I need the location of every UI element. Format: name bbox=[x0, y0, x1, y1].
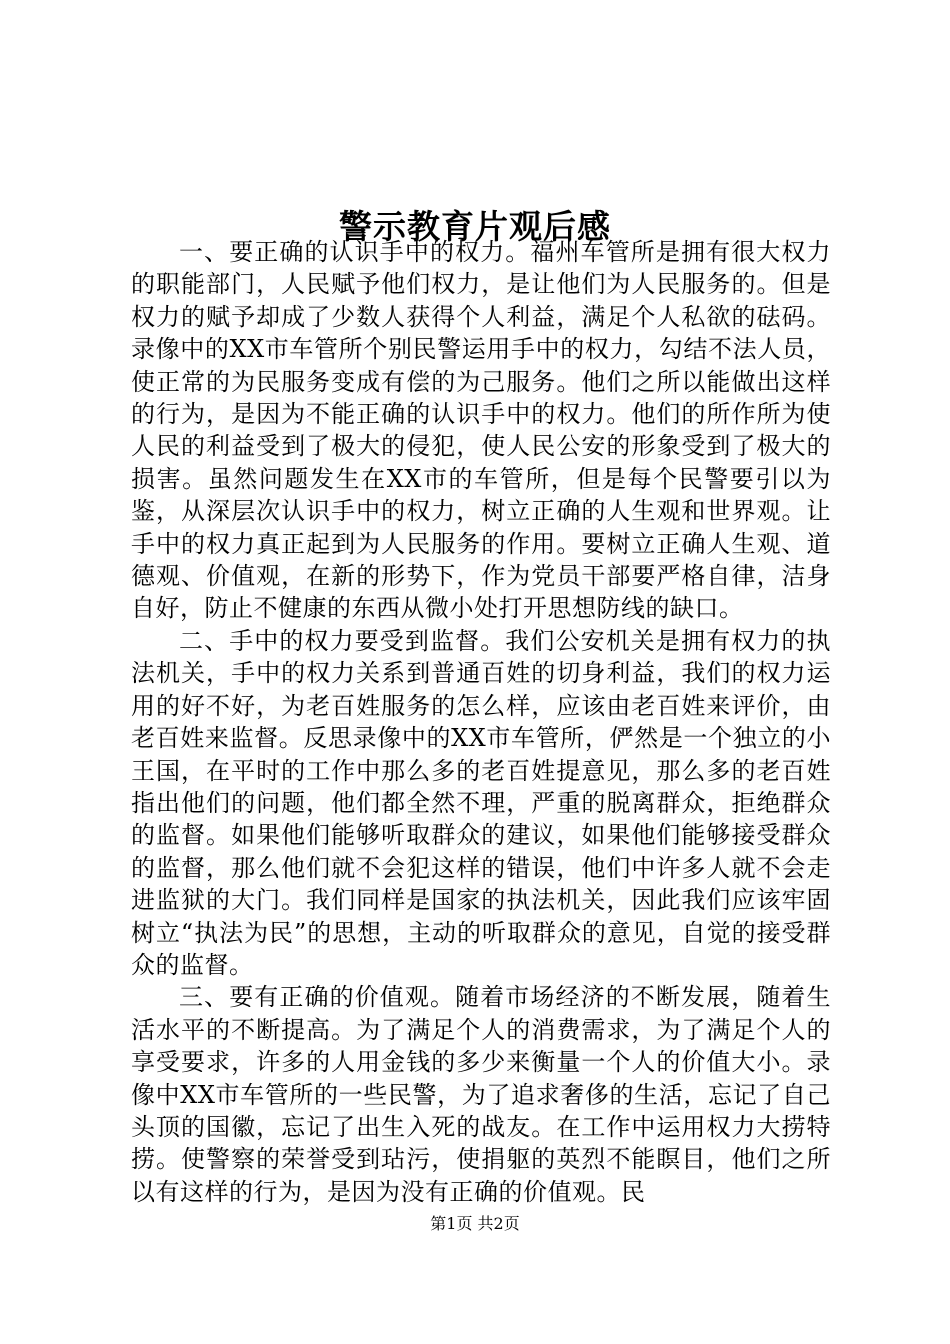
paragraph-2: 二、手中的权力要受到监督。我们公安机关是拥有权力的执法机关，手中的权力关系到普通百姓的切身利益，我们的权力运用的好不好，为老百姓服务的怎么样，应该由老百姓来评价，由老百姓来监督。反思录像中的XX市车管所，俨然是一个独立的小王国，在平时的工作中那么多的老百姓提意见，那么多的老百姓指出他们的问题，他们都全然不理，严重的脱离群众，拒绝群众的监督。如果他们能够听取群众的建议，如果他们能够接受群众的监督，那么他们就不会犯这样的错误，他们中许多人就不会走进监狱的大门。我们同样是国家的执法机关，因此我们应该牢固树立“执法为民”的思想，主动的听取群众的意见，自觉的接受群众的监督。 bbox=[131, 626, 831, 979]
paragraph-1: 一、要正确的认识手中的权力。福州车管所是拥有很大权力的职能部门，人民赋予他们权力，是让他们为人民服务的。但是权力的赋予却成了少数人获得个人利益，满足个人私欲的砝码。录像中的XX市车管所个别民警运用手中的权力，勾结不法人员，使正常的为民服务变成有偿的为己服务。他们之所以能做出这样的行为，是因为不能正确的认识手中的权力。他们的所作所为使人民的利益受到了极大的侵犯，使人民公安的形象受到了极大的损害。虽然问题发生在XX市的车管所，但是每个民警要引以为鉴，从深层次认识手中的权力，树立正确的人生观和世界观。让手中的权力真正起到为人民服务的作用。要树立正确人生观、道德观、价值观，在新的形势下，作为党员干部要严格自律，洁身自好，防止不健康的东西从微小处打开思想防线的缺口。 bbox=[131, 238, 831, 623]
page-footer: 第1页 共2页 bbox=[430, 1214, 520, 1233]
document-body bbox=[131, 236, 831, 1208]
paragraph-3: 三、要有正确的价值观。随着市场经济的不断发展，随着生活水平的不断提高。为了满足个人的消费需求，为了满足个人的享受要求，许多的人用金钱的多少来衡量一个人的价值大小。录像中XX市车管所的一些民警，为了追求奢侈的生活，忘记了自己头顶的国徽，忘记了出生入死的战友。在工作中运用权力大捞特捞。使警察的荣誉受到玷污，使捐躯的英烈不能瞑目，他们之所以有这样的行为，是因为没有正确的价值观。民 bbox=[131, 983, 831, 1206]
document-title: 警示教育片观后感 bbox=[339, 207, 611, 247]
